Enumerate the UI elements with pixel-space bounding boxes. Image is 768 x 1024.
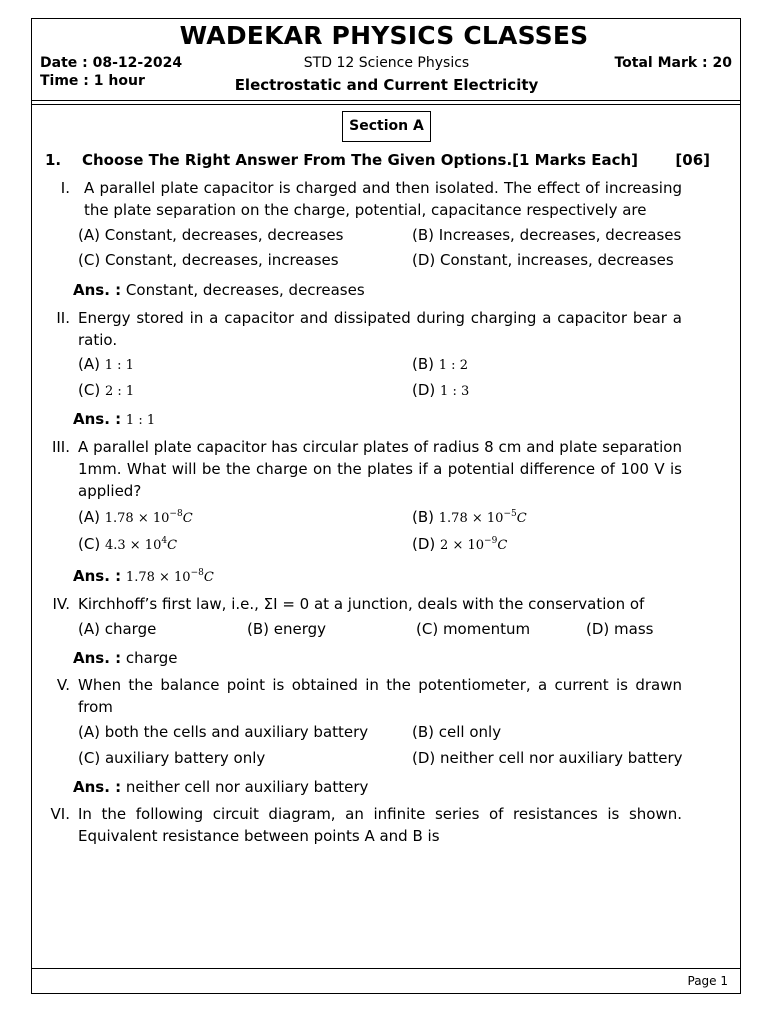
- question-text: When the balance point is obtained in the potentiometer, a current is drawn from: [78, 676, 682, 716]
- option-b: (B) energy: [247, 620, 327, 638]
- option-c: (C) Constant, decreases, increases: [78, 251, 339, 269]
- answer-line: [73, 566, 214, 588]
- question-number: 1.: [45, 151, 62, 169]
- option-d: (D) $2 \times 10^{-9}C$: [412, 535, 508, 553]
- option-c: (C) $4.3 \times 10^4C$: [78, 535, 178, 553]
- roman-numeral: I.: [60, 179, 70, 197]
- question-text: A parallel plate capacitor has circular plates of radius 8 cm and plate separation 1mm. What will be the charge on the plates if a potential difference of 100 V is applied?: [78, 438, 682, 500]
- answer-label: Ans. :: [73, 778, 122, 796]
- question-instruction: Choose The Right Answer From The Given Options.[1 Marks Each]: [82, 151, 639, 169]
- answer-label: Ans. :: [73, 410, 122, 428]
- page-number: Page 1: [687, 974, 728, 988]
- answer-label: Ans. :: [73, 567, 122, 585]
- question-marks: [06]: [675, 151, 710, 169]
- answer-line: [73, 648, 178, 668]
- option-c: (C) 2 : 1: [78, 381, 135, 399]
- standard-subject: STD 12 Science Physics: [303, 55, 470, 71]
- exam-date: Date : 08-12-2024: [40, 55, 183, 71]
- exam-time: Time : 1 hour: [40, 73, 145, 89]
- roman-numeral: IV.: [52, 595, 70, 613]
- option-d: (D) 1 : 3: [412, 381, 470, 399]
- answer-label: Ans. :: [73, 281, 122, 299]
- option-b: (B) cell only: [412, 723, 502, 741]
- answer-line: [73, 409, 155, 431]
- answer-line: [73, 777, 368, 797]
- option-a: (A) Constant, decreases, decreases: [78, 226, 344, 244]
- roman-numeral: VI.: [50, 805, 70, 823]
- header-divider-top: [31, 100, 741, 101]
- option-d: (D) mass: [586, 620, 654, 638]
- answer-line: [73, 280, 365, 300]
- answer-text: Constant, decreases, decreases: [125, 281, 365, 299]
- question-text: Kirchhoff’s first law, i.e., ΣI = 0 at a junction, deals with the conservation of: [78, 595, 645, 613]
- header-divider-bottom: [31, 104, 741, 105]
- answer-label: Ans. :: [73, 649, 122, 667]
- option-b: (B) 1 : 2: [412, 355, 468, 373]
- roman-numeral: V.: [56, 676, 70, 694]
- option-d: (D) Constant, increases, decreases: [412, 251, 674, 269]
- roman-numeral: II.: [56, 309, 70, 327]
- option-a: (A) both the cells and auxiliary battery: [78, 723, 369, 741]
- footer-divider: [31, 968, 741, 969]
- section-label: Section A: [342, 111, 431, 142]
- option-a: (A) $1.78 \times 10^{-8}C$: [78, 508, 193, 526]
- option-a: (A) 1 : 1: [78, 355, 134, 373]
- answer-text: neither cell nor auxiliary battery: [125, 778, 369, 796]
- option-c: (C) momentum: [416, 620, 531, 638]
- chapter-title: Electrostatic and Current Electricity: [234, 76, 539, 94]
- answer-text: $1.78 \times 10^{-8}C$: [125, 567, 214, 585]
- question-text: In the following circuit diagram, an infinite series of resistances is shown. Equivalent resistance between points A and B is: [78, 805, 682, 845]
- option-c: (C) auxiliary battery only: [78, 749, 266, 767]
- answer-text: 1 : 1: [125, 413, 156, 428]
- question-text: A parallel plate capacitor is charged and then isolated. The effect of increasing the plate separation on the charge, potential, capacitance respectively are: [84, 179, 682, 219]
- option-d: (D) neither cell nor auxiliary battery: [412, 749, 683, 767]
- option-b: (B) Increases, decreases, decreases: [412, 226, 682, 244]
- option-a: (A) charge: [78, 620, 157, 638]
- question-text: Energy stored in a capacitor and dissipated during charging a capacitor bear a ratio.: [78, 309, 682, 349]
- school-name: WADEKAR PHYSICS CLASSES: [179, 21, 589, 50]
- answer-text: charge: [125, 649, 178, 667]
- option-b: (B) $1.78 \times 10^{-5}C$: [412, 508, 527, 526]
- roman-numeral: III.: [51, 438, 70, 456]
- total-mark: Total Mark : 20: [614, 55, 732, 71]
